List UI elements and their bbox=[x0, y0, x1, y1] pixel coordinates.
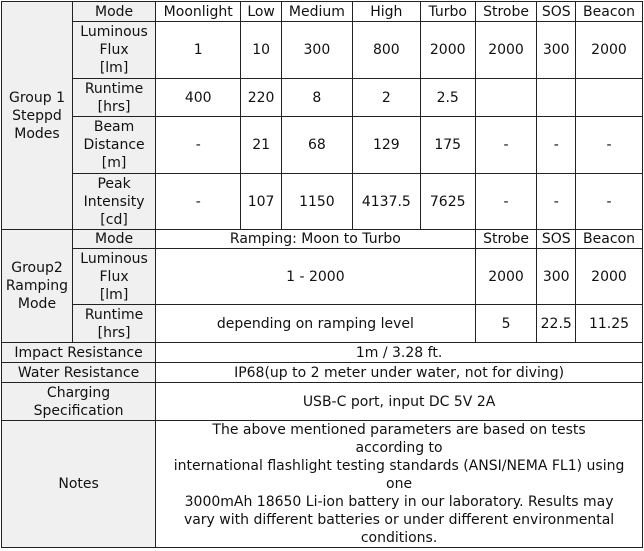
mode-strobe-header: Strobe bbox=[475, 2, 537, 22]
group1-flux-row bbox=[2, 22, 643, 79]
table-cell: - bbox=[575, 117, 642, 174]
mode-beacon-header: Beacon bbox=[575, 230, 642, 249]
table-cell: 4137.5 bbox=[352, 174, 420, 230]
flux-label: Luminous Flux [lm] bbox=[72, 249, 155, 305]
charging-row bbox=[2, 383, 643, 421]
table-cell: 175 bbox=[420, 117, 475, 174]
table-cell: - bbox=[475, 174, 537, 230]
table-cell: 2000 bbox=[420, 22, 475, 79]
mode-turbo-header: Turbo bbox=[420, 2, 475, 22]
mode-high-header: High bbox=[352, 2, 420, 22]
table-cell: 300 bbox=[537, 22, 576, 79]
table-cell: 300 bbox=[537, 249, 576, 305]
water-row bbox=[2, 363, 643, 383]
table-cell: 129 bbox=[352, 117, 420, 174]
table-cell: 22.5 bbox=[537, 305, 576, 343]
water-resistance-value: IP68(up to 2 meter under water, not for diving) bbox=[156, 363, 643, 383]
ramping-header: Ramping: Moon to Turbo bbox=[156, 230, 475, 249]
group1-label: Group 1 Steppd Modes bbox=[2, 2, 73, 230]
table-cell: - bbox=[475, 117, 537, 174]
runtime-label: Runtime [hrs] bbox=[72, 79, 155, 117]
table-cell: 10 bbox=[241, 22, 282, 79]
table-cell: 2000 bbox=[475, 249, 537, 305]
water-resistance-label: Water Resistance bbox=[2, 363, 156, 383]
mode-moonlight-header: Moonlight bbox=[156, 2, 241, 22]
table-cell: 2 bbox=[352, 79, 420, 117]
group2-header-row bbox=[2, 230, 643, 249]
group1-header-row bbox=[2, 2, 643, 22]
table-cell: - bbox=[575, 174, 642, 230]
table-cell: 2.5 bbox=[420, 79, 475, 117]
notes-label: Notes bbox=[2, 421, 156, 548]
mode-header: Mode bbox=[72, 2, 155, 22]
table-cell: 8 bbox=[281, 79, 352, 117]
table-cell: 2000 bbox=[575, 249, 642, 305]
impact-resistance-value: 1m / 3.28 ft. bbox=[156, 343, 643, 363]
table-cell bbox=[537, 79, 576, 117]
mode-header: Mode bbox=[72, 230, 155, 249]
table-cell: - bbox=[537, 117, 576, 174]
ramping-runtime: depending on ramping level bbox=[156, 305, 475, 343]
mode-strobe-header: Strobe bbox=[475, 230, 537, 249]
table-cell: 1150 bbox=[281, 174, 352, 230]
table-cell: 300 bbox=[281, 22, 352, 79]
table-cell: 400 bbox=[156, 79, 241, 117]
table-cell: 220 bbox=[241, 79, 282, 117]
notes-row bbox=[2, 421, 643, 548]
group2-runtime-row bbox=[2, 305, 643, 343]
table-cell: 5 bbox=[475, 305, 537, 343]
table-cell: 2000 bbox=[475, 22, 537, 79]
charging-specification-label: Charging Specification bbox=[2, 383, 156, 421]
table-cell: 107 bbox=[241, 174, 282, 230]
group1-intensity-row bbox=[2, 174, 643, 230]
spec-table bbox=[1, 1, 643, 548]
mode-low-header: Low bbox=[241, 2, 282, 22]
table-cell: 2000 bbox=[575, 22, 642, 79]
mode-sos-header: SOS bbox=[537, 230, 576, 249]
group1-runtime-row bbox=[2, 79, 643, 117]
table-cell: - bbox=[156, 174, 241, 230]
table-cell: - bbox=[156, 117, 241, 174]
table-cell: - bbox=[537, 174, 576, 230]
runtime-label: Runtime [hrs] bbox=[72, 305, 155, 343]
table-cell: 11.25 bbox=[575, 305, 642, 343]
group2-label: Group2 Ramping Mode bbox=[2, 230, 73, 343]
flux-label: Luminous Flux [lm] bbox=[72, 22, 155, 79]
group2-flux-row bbox=[2, 249, 643, 305]
mode-beacon-header: Beacon bbox=[575, 2, 642, 22]
table-cell: 68 bbox=[281, 117, 352, 174]
mode-sos-header: SOS bbox=[537, 2, 576, 22]
table-cell: 800 bbox=[352, 22, 420, 79]
peak-intensity-label: Peak Intensity [cd] bbox=[72, 174, 155, 230]
notes-text: The above mentioned parameters are based on tests according to international flashlight testing standards (ANSI/NEMA FL1) using one 3000mAh 18650 Li-ion battery in our laboratory. Results may vary with different batteries or under different environmental conditions. bbox=[156, 421, 643, 548]
charging-specification-value: USB-C port, input DC 5V 2A bbox=[156, 383, 643, 421]
table-cell: 7625 bbox=[420, 174, 475, 230]
table-cell bbox=[575, 79, 642, 117]
table-cell bbox=[475, 79, 537, 117]
table-cell: 1 bbox=[156, 22, 241, 79]
group1-beam-row bbox=[2, 117, 643, 174]
table-cell: 21 bbox=[241, 117, 282, 174]
ramping-flux-range: 1 - 2000 bbox=[156, 249, 475, 305]
beam-distance-label: Beam Distance [m] bbox=[72, 117, 155, 174]
impact-resistance-label: Impact Resistance bbox=[2, 343, 156, 363]
mode-medium-header: Medium bbox=[281, 2, 352, 22]
impact-row bbox=[2, 343, 643, 363]
